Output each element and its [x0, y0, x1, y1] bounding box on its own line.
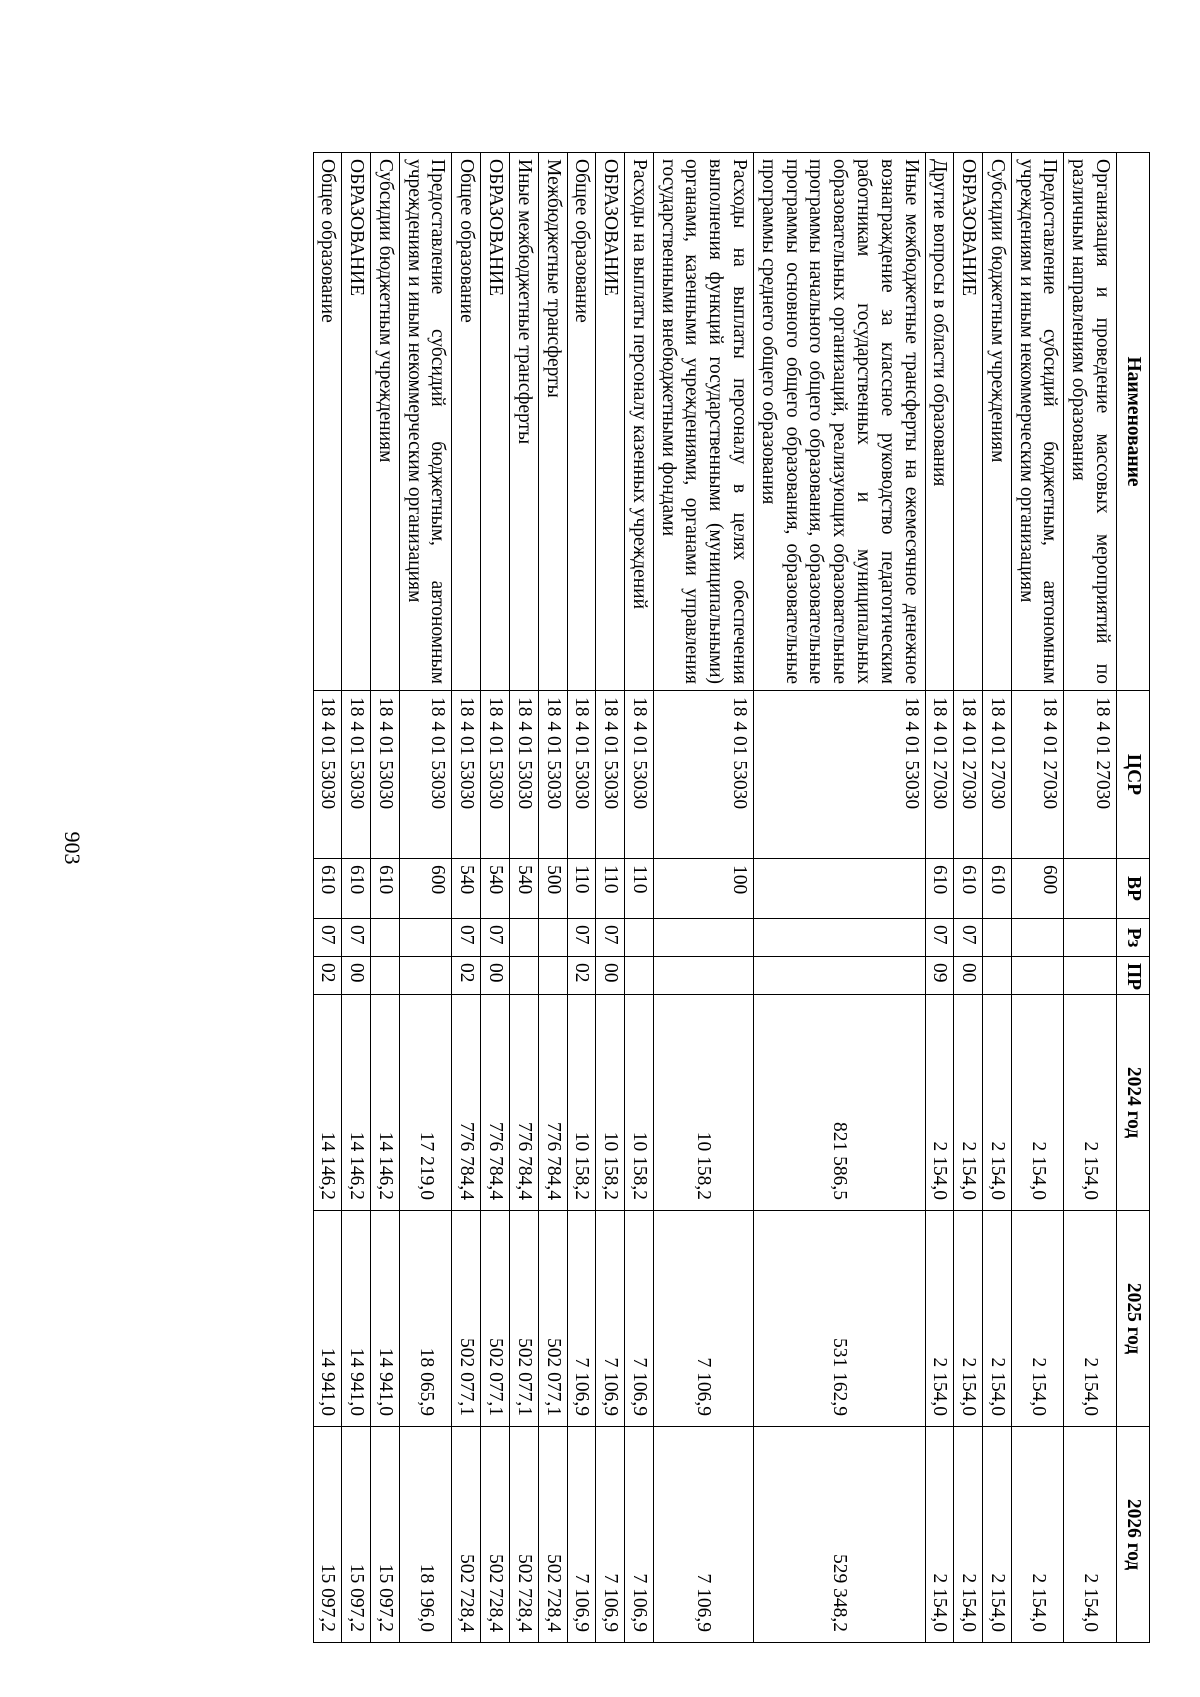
cell-2025: 14 941,0 — [313, 1211, 342, 1427]
cell-vr: 540 — [452, 859, 481, 919]
cell-csr: 18 4 01 53030 — [399, 691, 452, 859]
cell-2025: 7 106,9 — [625, 1211, 654, 1427]
cell-name: Межбюджетные трансферты — [538, 153, 567, 691]
cell-name: ОБРАЗОВАНИЕ — [342, 153, 371, 691]
cell-csr: 18 4 01 53030 — [596, 691, 625, 859]
cell-vr: 100 — [653, 859, 753, 919]
cell-name: Иные межбюджетные трансферты — [510, 153, 539, 691]
cell-2025: 7 106,9 — [653, 1211, 753, 1427]
cell-vr: 610 — [313, 859, 342, 919]
cell-vr: 610 — [342, 859, 371, 919]
cell-vr: 610 — [925, 859, 954, 919]
cell-name: Субсидии бюджетным учреждениям — [371, 153, 400, 691]
table-row — [510, 153, 539, 1643]
header-rz: Рз — [1117, 919, 1150, 957]
cell-pr: 09 — [925, 957, 954, 995]
cell-2025: 2 154,0 — [1064, 1211, 1117, 1427]
cell-vr: 600 — [399, 859, 452, 919]
cell-pr — [399, 957, 452, 995]
cell-pr — [1011, 957, 1064, 995]
cell-name: Общее образование — [452, 153, 481, 691]
cell-rz — [371, 919, 400, 957]
cell-2025: 2 154,0 — [954, 1211, 983, 1427]
cell-2026: 2 154,0 — [983, 1427, 1012, 1643]
cell-csr: 18 4 01 53030 — [510, 691, 539, 859]
cell-2024: 776 784,4 — [452, 995, 481, 1211]
cell-csr: 18 4 01 53030 — [342, 691, 371, 859]
cell-vr: 540 — [481, 859, 510, 919]
table-row — [596, 153, 625, 1643]
cell-name: ОБРАЗОВАНИЕ — [954, 153, 983, 691]
header-2026: 2026 год — [1117, 1427, 1150, 1643]
cell-rz: 07 — [925, 919, 954, 957]
cell-rz — [653, 919, 753, 957]
cell-rz: 07 — [481, 919, 510, 957]
cell-rz: 07 — [596, 919, 625, 957]
cell-csr: 18 4 01 27030 — [1011, 691, 1064, 859]
cell-name: ОБРАЗОВАНИЕ — [481, 153, 510, 691]
table-row — [983, 153, 1012, 1643]
cell-2026: 15 097,2 — [342, 1427, 371, 1643]
cell-csr: 18 4 01 53030 — [313, 691, 342, 859]
cell-rz: 07 — [342, 919, 371, 957]
cell-pr: 00 — [954, 957, 983, 995]
cell-vr — [1064, 859, 1117, 919]
header-vr: ВР — [1117, 859, 1150, 919]
table-row — [342, 153, 371, 1643]
table-row — [1064, 153, 1117, 1643]
table-row — [625, 153, 654, 1643]
cell-2024: 2 154,0 — [1011, 995, 1064, 1211]
table-body — [313, 153, 1116, 1643]
cell-2026: 2 154,0 — [1064, 1427, 1117, 1643]
cell-pr: 00 — [481, 957, 510, 995]
cell-2024: 776 784,4 — [510, 995, 539, 1211]
cell-2024: 14 146,2 — [342, 995, 371, 1211]
cell-2025: 14 941,0 — [371, 1211, 400, 1427]
cell-pr: 02 — [313, 957, 342, 995]
table-row — [754, 153, 925, 1643]
page-number: 903 — [60, 831, 85, 865]
cell-csr: 18 4 01 53030 — [653, 691, 753, 859]
cell-name: Общее образование — [313, 153, 342, 691]
cell-vr: 540 — [510, 859, 539, 919]
cell-name: Другие вопросы в области образования — [925, 153, 954, 691]
table-header-row — [1117, 153, 1150, 1643]
table-row — [954, 153, 983, 1643]
cell-rz — [399, 919, 452, 957]
cell-csr: 18 4 01 53030 — [452, 691, 481, 859]
cell-2025: 502 077,1 — [452, 1211, 481, 1427]
table-row — [653, 153, 753, 1643]
cell-name: Общее образование — [567, 153, 596, 691]
cell-pr: 02 — [567, 957, 596, 995]
cell-vr: 610 — [371, 859, 400, 919]
cell-2025: 18 065,9 — [399, 1211, 452, 1427]
cell-2025: 2 154,0 — [925, 1211, 954, 1427]
cell-2026: 15 097,2 — [371, 1427, 400, 1643]
cell-2026: 7 106,9 — [625, 1427, 654, 1643]
cell-pr: 02 — [452, 957, 481, 995]
cell-2024: 10 158,2 — [653, 995, 753, 1211]
cell-2026: 502 728,4 — [481, 1427, 510, 1643]
header-2025: 2025 год — [1117, 1211, 1150, 1427]
cell-name: Расходы на выплаты персоналу казенных учреждений — [625, 153, 654, 691]
cell-vr: 110 — [625, 859, 654, 919]
cell-name: ОБРАЗОВАНИЕ — [596, 153, 625, 691]
cell-name: Предоставление субсидий бюджетным, автономным учреждениям и иным некоммерческим организациям — [1011, 153, 1064, 691]
cell-2024: 10 158,2 — [596, 995, 625, 1211]
cell-csr: 18 4 01 27030 — [925, 691, 954, 859]
cell-vr: 600 — [1011, 859, 1064, 919]
cell-rz — [625, 919, 654, 957]
cell-vr: 610 — [983, 859, 1012, 919]
cell-name: Иные межбюджетные трансферты на ежемесячное денежное вознаграждение за классное руководство педагогическим работникам государственных и муниципальных образовательных организаций, реализующих образовательные программы начального общего образования, образовательные программы основного общего образования, образовательные программы среднего общего образования — [754, 153, 925, 691]
cell-name: Расходы на выплаты персоналу в целях обеспечения выполнения функций государственными (муниципальными) органами, казенными учреждениями, органами управления государственными внебюджетными фондами — [653, 153, 753, 691]
rotated-page-content — [190, 152, 1150, 1642]
cell-2026: 7 106,9 — [596, 1427, 625, 1643]
table-row — [399, 153, 452, 1643]
cell-2026: 2 154,0 — [925, 1427, 954, 1643]
cell-2026: 502 728,4 — [452, 1427, 481, 1643]
cell-rz — [1064, 919, 1117, 957]
cell-rz: 07 — [954, 919, 983, 957]
cell-name: Субсидии бюджетным учреждениям — [983, 153, 1012, 691]
cell-2026: 502 728,4 — [538, 1427, 567, 1643]
cell-csr: 18 4 01 53030 — [371, 691, 400, 859]
cell-csr: 18 4 01 53030 — [754, 691, 925, 859]
cell-csr: 18 4 01 53030 — [481, 691, 510, 859]
table-row — [538, 153, 567, 1643]
cell-rz: 07 — [313, 919, 342, 957]
cell-2026: 2 154,0 — [1011, 1427, 1064, 1643]
budget-table — [313, 152, 1150, 1643]
cell-name: Предоставление субсидий бюджетным, автономным учреждениям и иным некоммерческим организациям — [399, 153, 452, 691]
cell-2026: 502 728,4 — [510, 1427, 539, 1643]
cell-2024: 10 158,2 — [625, 995, 654, 1211]
cell-pr — [371, 957, 400, 995]
header-2024: 2024 год — [1117, 995, 1150, 1211]
cell-pr — [625, 957, 654, 995]
cell-2025: 2 154,0 — [983, 1211, 1012, 1427]
cell-2024: 14 146,2 — [313, 995, 342, 1211]
cell-csr: 18 4 01 27030 — [1064, 691, 1117, 859]
cell-2024: 2 154,0 — [925, 995, 954, 1211]
cell-csr: 18 4 01 53030 — [567, 691, 596, 859]
cell-pr — [754, 957, 925, 995]
cell-2025: 502 077,1 — [481, 1211, 510, 1427]
cell-vr: 500 — [538, 859, 567, 919]
cell-2026: 529 348,2 — [754, 1427, 925, 1643]
cell-2024: 2 154,0 — [954, 995, 983, 1211]
cell-2025: 502 077,1 — [510, 1211, 539, 1427]
cell-vr: 610 — [954, 859, 983, 919]
cell-pr — [510, 957, 539, 995]
cell-pr — [538, 957, 567, 995]
cell-csr: 18 4 01 53030 — [625, 691, 654, 859]
cell-2025: 502 077,1 — [538, 1211, 567, 1427]
cell-csr: 18 4 01 27030 — [983, 691, 1012, 859]
cell-rz — [510, 919, 539, 957]
cell-2024: 776 784,4 — [538, 995, 567, 1211]
cell-pr — [983, 957, 1012, 995]
cell-rz — [754, 919, 925, 957]
cell-rz: 07 — [452, 919, 481, 957]
cell-2024: 2 154,0 — [1064, 995, 1117, 1211]
cell-pr — [1064, 957, 1117, 995]
cell-2026: 2 154,0 — [954, 1427, 983, 1643]
cell-2025: 2 154,0 — [1011, 1211, 1064, 1427]
cell-vr — [754, 859, 925, 919]
cell-2024: 14 146,2 — [371, 995, 400, 1211]
table-row — [567, 153, 596, 1643]
cell-2025: 7 106,9 — [567, 1211, 596, 1427]
cell-csr: 18 4 01 27030 — [954, 691, 983, 859]
table-row — [313, 153, 342, 1643]
cell-rz — [1011, 919, 1064, 957]
cell-2026: 15 097,2 — [313, 1427, 342, 1643]
cell-2024: 17 219,0 — [399, 995, 452, 1211]
cell-vr: 110 — [567, 859, 596, 919]
header-pr: ПР — [1117, 957, 1150, 995]
header-name: Наименование — [1117, 153, 1150, 691]
cell-2024: 776 784,4 — [481, 995, 510, 1211]
cell-pr — [653, 957, 753, 995]
table-row — [371, 153, 400, 1643]
cell-2025: 14 941,0 — [342, 1211, 371, 1427]
cell-2024: 2 154,0 — [983, 995, 1012, 1211]
cell-pr: 00 — [596, 957, 625, 995]
cell-pr: 00 — [342, 957, 371, 995]
table-row — [925, 153, 954, 1643]
header-csr: ЦСР — [1117, 691, 1150, 859]
cell-rz — [538, 919, 567, 957]
cell-2026: 18 196,0 — [399, 1427, 452, 1643]
cell-2025: 7 106,9 — [596, 1211, 625, 1427]
cell-rz — [983, 919, 1012, 957]
cell-2024: 10 158,2 — [567, 995, 596, 1211]
cell-vr: 110 — [596, 859, 625, 919]
cell-rz: 07 — [567, 919, 596, 957]
table-row — [481, 153, 510, 1643]
cell-2024: 821 586,5 — [754, 995, 925, 1211]
table-row — [452, 153, 481, 1643]
cell-2026: 7 106,9 — [653, 1427, 753, 1643]
cell-2025: 531 162,9 — [754, 1211, 925, 1427]
cell-csr: 18 4 01 53030 — [538, 691, 567, 859]
cell-name: Организация и проведение массовых мероприятий по различным направлениям образования — [1064, 153, 1117, 691]
table-row — [1011, 153, 1064, 1643]
cell-2026: 7 106,9 — [567, 1427, 596, 1643]
